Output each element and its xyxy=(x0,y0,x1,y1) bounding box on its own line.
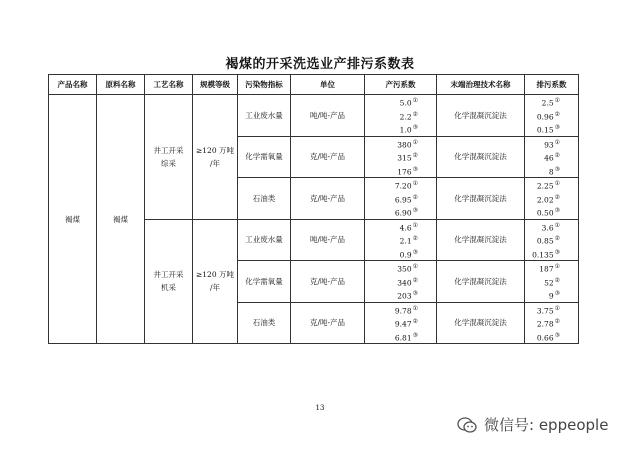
level-marker: ① xyxy=(554,263,560,270)
column-header: 污染物指标 xyxy=(238,75,291,95)
scale-level-cell: ≥120 万吨 /年 xyxy=(193,219,238,344)
discharge-coefficient-cell xyxy=(525,136,579,178)
level-marker: ② xyxy=(554,110,560,118)
coefficient-value: 3.6 xyxy=(541,223,554,232)
treatment-cell: 化学混凝沉淀法 xyxy=(437,261,525,303)
coefficient-value: 2.78 xyxy=(536,319,554,329)
column-header: 产品名称 xyxy=(49,75,97,95)
level-marker: ① xyxy=(412,138,418,146)
table-title: 褐煤的开采洗选业产排污系数表 xyxy=(225,57,415,72)
level-marker: ② xyxy=(412,235,418,242)
level-marker: ③ xyxy=(554,165,560,173)
level-marker: ③ xyxy=(554,331,560,339)
column-header: 单位 xyxy=(291,75,365,95)
coefficient-value: 0.50 xyxy=(536,208,554,218)
coefficient-value: 0.85 xyxy=(536,236,554,246)
discharge-coefficient-cell xyxy=(525,302,579,344)
level-marker: ② xyxy=(554,193,560,201)
level-marker: ③ xyxy=(412,207,418,214)
coefficient-value: 0.15 xyxy=(536,125,554,135)
coefficient-value: 340 xyxy=(397,278,412,287)
level-marker: ② xyxy=(412,110,418,118)
pollutant-cell: 化学需氧量 xyxy=(238,136,291,178)
coefficient-value: 6.81 xyxy=(394,333,412,342)
process-name-cell: 井工开采 机采 xyxy=(145,219,193,344)
level-marker: ② xyxy=(412,152,418,159)
coefficient-value: 3.75 xyxy=(536,306,554,315)
coefficient-value: 5.0 xyxy=(399,98,412,108)
wechat-icon xyxy=(456,416,478,434)
level-marker: ③ xyxy=(554,248,560,256)
discharge-coefficient-cell xyxy=(525,178,579,220)
coefficient-value: 4.6 xyxy=(399,223,412,232)
level-marker: ③ xyxy=(412,248,418,256)
discharge-coefficient-cell xyxy=(525,95,579,137)
level-marker: ② xyxy=(554,152,560,159)
coefficient-value: 2.02 xyxy=(536,195,554,204)
coefficient-value: 2.2 xyxy=(399,112,412,121)
treatment-cell: 化学混凝沉淀法 xyxy=(437,178,525,220)
product-name-cell: 褐煤 xyxy=(49,95,97,344)
level-marker: ③ xyxy=(412,331,418,339)
coefficient-value: 46 xyxy=(544,153,554,163)
watermark-text: 微信号: eppeople xyxy=(484,416,609,434)
page-number: 13 xyxy=(315,404,325,412)
level-marker: ① xyxy=(412,221,418,229)
pollutant-cell: 石油类 xyxy=(238,302,291,344)
pollutant-cell: 化学需氧量 xyxy=(238,261,291,303)
level-marker: ② xyxy=(554,235,560,242)
level-marker: ③ xyxy=(412,165,418,173)
level-marker: ② xyxy=(554,318,560,325)
level-marker: ② xyxy=(554,276,560,284)
unit-cell: 克/吨-产品 xyxy=(291,178,365,220)
level-marker: ① xyxy=(554,180,560,187)
coefficient-value: 7.20 xyxy=(394,181,412,191)
unit-cell: 克/吨-产品 xyxy=(291,136,365,178)
coefficient-value: 0.9 xyxy=(399,250,412,259)
column-header: 产污系数 xyxy=(365,75,437,95)
coefficient-value: 0.135 xyxy=(532,250,554,259)
level-marker: ① xyxy=(412,180,418,187)
table-row xyxy=(49,95,579,137)
coefficient-value: 6.90 xyxy=(394,208,412,218)
coefficient-value: 9.78 xyxy=(394,306,412,315)
unit-cell: 克/吨-产品 xyxy=(291,302,365,344)
level-marker: ② xyxy=(412,318,418,325)
level-marker: ② xyxy=(412,193,418,201)
unit-cell: 克/吨-产品 xyxy=(291,261,365,303)
coefficient-value: 8 xyxy=(548,167,554,176)
coefficient-value: 203 xyxy=(397,291,412,301)
coefficient-value: 176 xyxy=(397,167,412,176)
level-marker: ③ xyxy=(554,124,560,131)
discharge-coefficient-cell xyxy=(525,219,579,261)
level-marker: ① xyxy=(554,97,560,104)
scale-level-cell: ≥120 万吨 /年 xyxy=(193,95,238,220)
coefficient-value: 350 xyxy=(397,264,412,274)
produce-coefficient-cell xyxy=(365,136,437,178)
level-marker: ① xyxy=(412,263,418,270)
coefficient-value: 380 xyxy=(397,140,412,149)
material-name-cell: 褐煤 xyxy=(97,95,145,344)
treatment-cell: 化学混凝沉淀法 xyxy=(437,219,525,261)
pollutant-cell: 石油类 xyxy=(238,178,291,220)
level-marker: ① xyxy=(554,221,560,229)
coefficient-value: 1.0 xyxy=(399,125,412,135)
pollutant-cell: 工业废水量 xyxy=(238,95,291,137)
discharge-coefficient-cell xyxy=(525,261,579,303)
level-marker: ③ xyxy=(554,290,560,297)
level-marker: ③ xyxy=(412,124,418,131)
produce-coefficient-cell xyxy=(365,219,437,261)
level-marker: ② xyxy=(412,276,418,284)
header-row xyxy=(49,75,579,95)
wechat-watermark xyxy=(456,414,608,435)
column-header: 末端治理技术名称 xyxy=(437,75,525,95)
level-marker: ③ xyxy=(554,207,560,214)
coefficient-value: 52 xyxy=(544,278,554,287)
coefficient-value: 0.66 xyxy=(536,333,554,342)
column-header: 排污系数 xyxy=(525,75,579,95)
coefficient-value: 315 xyxy=(397,153,412,163)
coefficient-value: 9 xyxy=(548,291,554,301)
pollutant-cell: 工业废水量 xyxy=(238,219,291,261)
emission-coefficient-table xyxy=(48,74,579,344)
treatment-cell: 化学混凝沉淀法 xyxy=(437,302,525,344)
coefficient-value: 6.95 xyxy=(394,195,412,204)
level-marker: ① xyxy=(554,138,560,146)
coefficient-value: 2.5 xyxy=(541,98,554,108)
produce-coefficient-cell xyxy=(365,95,437,137)
level-marker: ① xyxy=(412,304,418,312)
coefficient-value: 187 xyxy=(539,264,554,274)
coefficient-value: 0.96 xyxy=(536,112,554,121)
treatment-cell: 化学混凝沉淀法 xyxy=(437,95,525,137)
level-marker: ③ xyxy=(412,290,418,297)
unit-cell: 吨/吨-产品 xyxy=(291,219,365,261)
produce-coefficient-cell xyxy=(365,261,437,303)
level-marker: ① xyxy=(554,304,560,312)
coefficient-value: 9.47 xyxy=(394,319,412,329)
level-marker: ① xyxy=(412,97,418,104)
column-header: 工艺名称 xyxy=(145,75,193,95)
unit-cell: 吨/吨-产品 xyxy=(291,95,365,137)
column-header: 原料名称 xyxy=(97,75,145,95)
produce-coefficient-cell xyxy=(365,178,437,220)
produce-coefficient-cell xyxy=(365,302,437,344)
coefficient-value: 2.25 xyxy=(536,181,554,191)
coefficient-value: 2.1 xyxy=(399,236,412,246)
column-header: 规模等级 xyxy=(193,75,238,95)
coefficient-value: 93 xyxy=(544,140,554,149)
process-name-cell: 井工开采 综采 xyxy=(145,95,193,220)
treatment-cell: 化学混凝沉淀法 xyxy=(437,136,525,178)
